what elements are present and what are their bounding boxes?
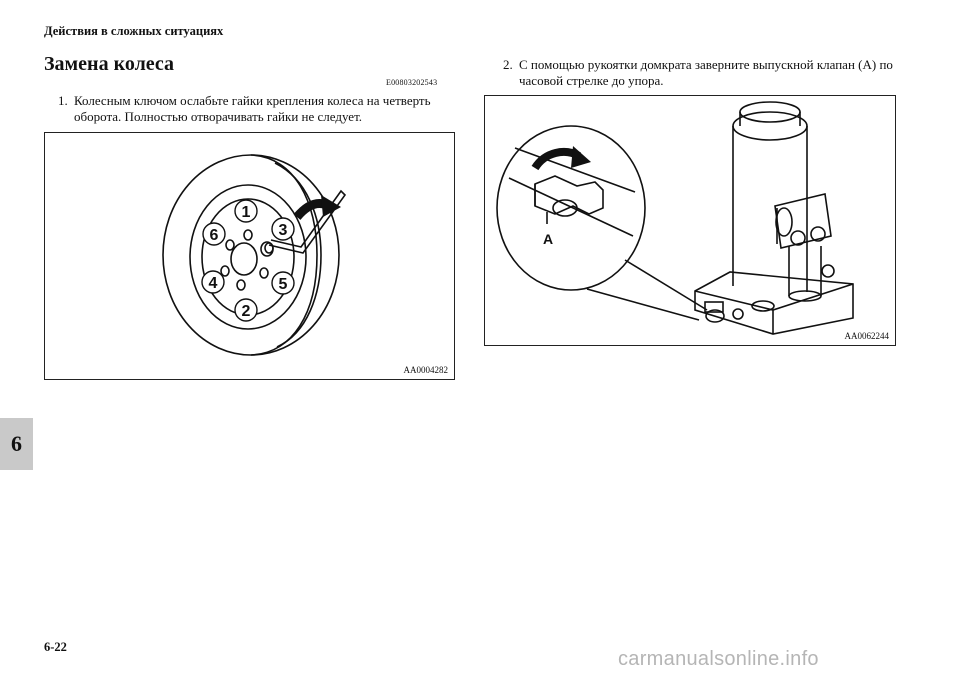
figure-code: AA0062244 — [844, 331, 889, 341]
watermark: carmanualsonline.info — [618, 648, 819, 670]
instruction-step-1 — [58, 93, 458, 125]
step-number: 2. — [503, 57, 513, 72]
instruction-step-2 — [503, 57, 903, 89]
nut-label-6: 6 — [209, 227, 219, 244]
nut-label-5: 5 — [278, 276, 288, 293]
document-code: E00803202543 — [386, 78, 438, 87]
nut-label-3: 3 — [278, 222, 288, 239]
nut-label-1: 1 — [241, 204, 251, 221]
nut-label-4: 4 — [208, 275, 218, 292]
running-header: Действия в сложных ситуациях — [44, 24, 224, 38]
step-number: 1. — [58, 93, 68, 108]
page-number: 6-22 — [44, 640, 67, 654]
wheel-illustration — [45, 133, 454, 379]
step-text: С помощью рукоятки домкрата заверните выпускной клапан (A) по часовой стрелке до упора. — [519, 57, 893, 88]
step-text: Колесным ключом ослабьте гайки крепления колеса на четверть оборота. Полностью отворачивать гайки не следует. — [74, 93, 431, 124]
page-title: Замена колеса — [44, 53, 175, 75]
figure-wheel-lug-nuts — [44, 132, 455, 380]
figure-jack-release-valve — [484, 95, 896, 346]
jack-illustration — [485, 96, 895, 345]
nut-label-2: 2 — [241, 303, 251, 320]
valve-callout-a: A — [543, 231, 554, 247]
figure-code: AA0004282 — [403, 365, 448, 375]
chapter-tab: 6 — [0, 418, 33, 470]
